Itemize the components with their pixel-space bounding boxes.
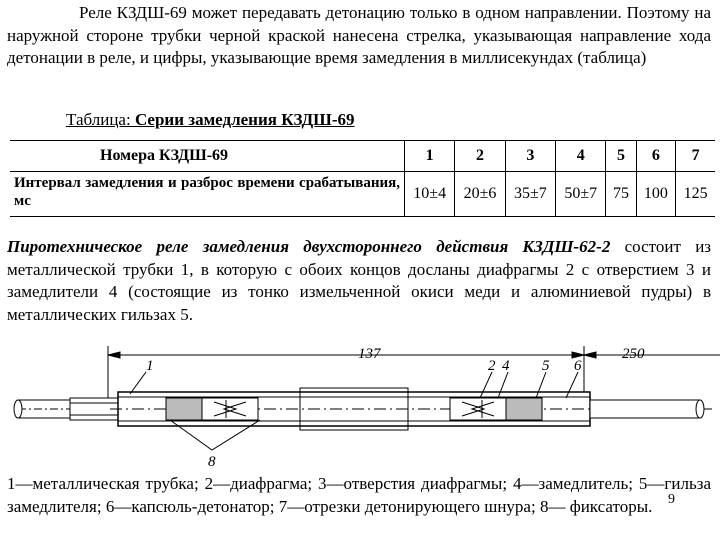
right-delay-element <box>450 398 542 420</box>
table-cell-interval: 100 <box>636 172 676 217</box>
label-1: 1 <box>146 358 154 374</box>
table-cell-number: 5 <box>606 141 636 172</box>
table-header-numbers: Номера КЗДШ-69 <box>10 141 405 172</box>
table-header-intervals: Интервал замедления и разброс времени срабатывания, мс <box>10 172 405 217</box>
label-5: 5 <box>542 358 550 374</box>
delay-series-table <box>10 140 715 217</box>
right-detonating-cord <box>590 400 704 418</box>
table-cell-interval: 10±4 <box>405 172 455 217</box>
table-cell-number: 2 <box>455 141 505 172</box>
table-row-numbers <box>10 141 715 172</box>
table-cell-number: 7 <box>676 141 715 172</box>
label-4: 4 <box>502 358 510 374</box>
dimension-right-label: 250 <box>622 346 645 362</box>
table-caption-title: Серии замедления КЗДШ-69 <box>134 110 355 129</box>
table-cell-number: 1 <box>405 141 455 172</box>
relay-diagram <box>0 338 720 470</box>
pyro-relay-lead: Пиротехническое реле замедления двухстороннего действия КЗДШ-62-2 <box>7 237 611 256</box>
page-number: 9 <box>668 492 675 507</box>
table-cell-interval: 125 <box>676 172 715 217</box>
table-cell-interval: 75 <box>606 172 636 217</box>
table-cell-number: 6 <box>636 141 676 172</box>
table-cell-number: 4 <box>556 141 606 172</box>
table-cell-number: 3 <box>505 141 555 172</box>
table-cell-interval: 35±7 <box>505 172 555 217</box>
table-row-intervals <box>10 172 715 217</box>
table-cell-interval: 20±6 <box>455 172 505 217</box>
left-delay-element <box>166 398 258 420</box>
left-detonating-cord <box>14 398 118 420</box>
label-2: 2 <box>488 358 496 374</box>
pyro-relay-description: состоит из металлической трубки 1, в которую с обоих концов досланы диафрагмы 2 с отверстием 3 и замедлители 4 (состоящие из тонко измельченной окиси меди и алюминиевой пудры) в металлических гильзах 5. <box>7 237 712 324</box>
table-caption-prefix: Таблица: <box>66 110 135 129</box>
dimension-main-label: 137 <box>358 346 381 362</box>
pyro-relay-paragraph <box>7 236 711 326</box>
label-6: 6 <box>574 358 582 374</box>
table-caption <box>66 110 355 130</box>
intro-paragraph: Реле КЗДШ-69 может передавать детонацию только в одном направлении. Поэтому на наружной стороне трубки черной краской нанесена стрелка, указывающая направление хода детонации в реле, и цифры, указывающие время замедления в миллисекундах (таблица) <box>7 3 711 67</box>
legend-paragraph: 1—металлическая трубка; 2—диафрагма; 3—отверстия диафрагмы; 4—замедлитель; 5—гильза замедлителя; 6—капсюль-детонатор; 7—отрезки детонирующего шнура; 8— фиксаторы. <box>7 474 711 516</box>
table-cell-interval: 50±7 <box>556 172 606 217</box>
label-8: 8 <box>208 454 216 470</box>
